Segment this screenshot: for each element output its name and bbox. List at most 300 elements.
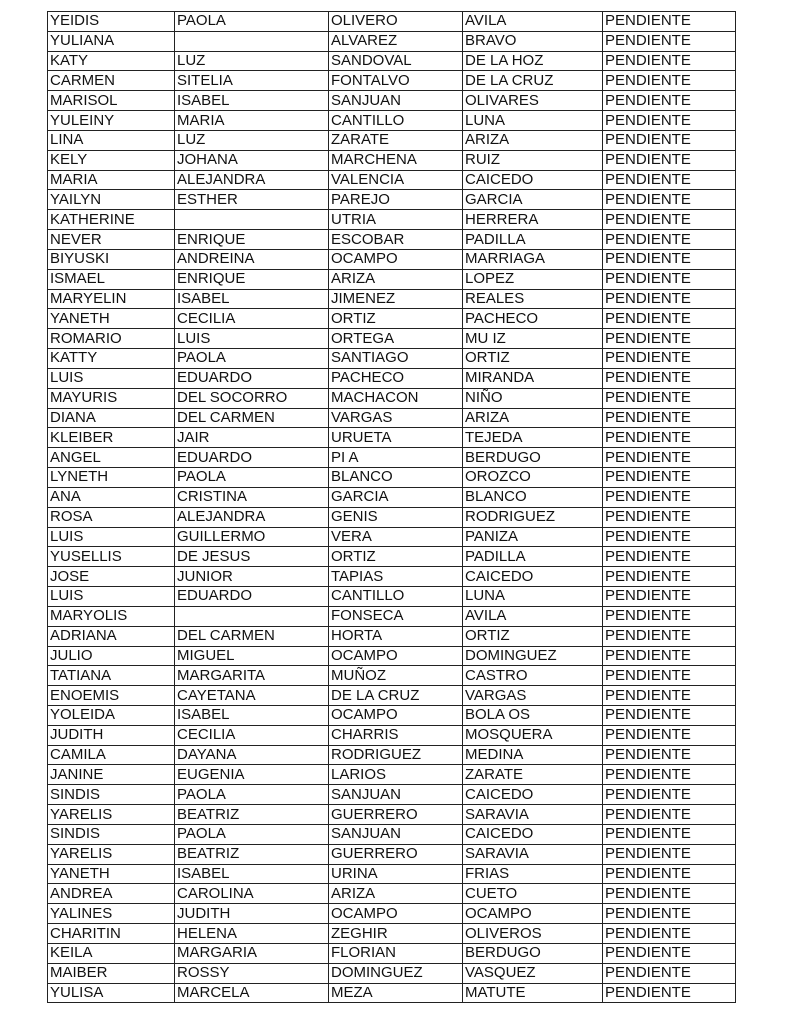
second-surname-cell: REALES	[463, 289, 603, 309]
status-cell: PENDIENTE	[603, 12, 736, 32]
second-surname-cell: PACHECO	[463, 309, 603, 329]
first-name-cell: YEIDIS	[48, 12, 175, 32]
first-surname-cell: MEZA	[329, 983, 463, 1003]
middle-name-cell: BEATRIZ	[175, 805, 329, 825]
second-surname-cell: CASTRO	[463, 666, 603, 686]
table-row	[48, 626, 736, 646]
second-surname-cell: FRIAS	[463, 864, 603, 884]
names-table	[47, 11, 736, 1003]
status-cell: PENDIENTE	[603, 587, 736, 607]
status-cell: PENDIENTE	[603, 309, 736, 329]
first-name-cell: CARMEN	[48, 71, 175, 91]
second-surname-cell: PADILLA	[463, 230, 603, 250]
second-surname-cell: CAICEDO	[463, 824, 603, 844]
table-row	[48, 567, 736, 587]
table-row	[48, 924, 736, 944]
status-cell: PENDIENTE	[603, 646, 736, 666]
middle-name-cell: EDUARDO	[175, 448, 329, 468]
first-surname-cell: SANJUAN	[329, 824, 463, 844]
middle-name-cell: JOHANA	[175, 150, 329, 170]
second-surname-cell: BERDUGO	[463, 448, 603, 468]
table-row	[48, 844, 736, 864]
second-surname-cell: MOSQUERA	[463, 725, 603, 745]
status-cell: PENDIENTE	[603, 91, 736, 111]
second-surname-cell: AVILA	[463, 12, 603, 32]
middle-name-cell: ALEJANDRA	[175, 507, 329, 527]
second-surname-cell: RODRIGUEZ	[463, 507, 603, 527]
second-surname-cell: ARIZA	[463, 130, 603, 150]
second-surname-cell: DE LA CRUZ	[463, 71, 603, 91]
first-surname-cell: JIMENEZ	[329, 289, 463, 309]
middle-name-cell: PAOLA	[175, 824, 329, 844]
status-cell: PENDIENTE	[603, 884, 736, 904]
middle-name-cell	[175, 606, 329, 626]
table-row	[48, 388, 736, 408]
table-row	[48, 666, 736, 686]
middle-name-cell: ISABEL	[175, 864, 329, 884]
table-row	[48, 230, 736, 250]
middle-name-cell: JAIR	[175, 428, 329, 448]
status-cell: PENDIENTE	[603, 388, 736, 408]
middle-name-cell: ENRIQUE	[175, 269, 329, 289]
table-row	[48, 368, 736, 388]
first-surname-cell: OCAMPO	[329, 646, 463, 666]
first-name-cell: LUIS	[48, 527, 175, 547]
table-row	[48, 349, 736, 369]
status-cell: PENDIENTE	[603, 805, 736, 825]
table-row	[48, 408, 736, 428]
first-surname-cell: UTRIA	[329, 210, 463, 230]
middle-name-cell: EUGENIA	[175, 765, 329, 785]
status-cell: PENDIENTE	[603, 904, 736, 924]
first-name-cell: YULEINY	[48, 111, 175, 131]
first-name-cell: JUDITH	[48, 725, 175, 745]
first-surname-cell: VERA	[329, 527, 463, 547]
table-row	[48, 805, 736, 825]
first-surname-cell: MARCHENA	[329, 150, 463, 170]
first-surname-cell: OCAMPO	[329, 705, 463, 725]
table-row	[48, 745, 736, 765]
middle-name-cell: CECILIA	[175, 725, 329, 745]
middle-name-cell: LUIS	[175, 329, 329, 349]
status-cell: PENDIENTE	[603, 428, 736, 448]
first-name-cell: YANETH	[48, 309, 175, 329]
middle-name-cell: MARGARIA	[175, 943, 329, 963]
middle-name-cell: MARGARITA	[175, 666, 329, 686]
table-row	[48, 71, 736, 91]
first-name-cell: YARELIS	[48, 844, 175, 864]
status-cell: PENDIENTE	[603, 527, 736, 547]
status-cell: PENDIENTE	[603, 943, 736, 963]
first-surname-cell: DOMINGUEZ	[329, 963, 463, 983]
table-row	[48, 943, 736, 963]
first-name-cell: ROMARIO	[48, 329, 175, 349]
first-surname-cell: ZEGHIR	[329, 924, 463, 944]
first-surname-cell: GARCIA	[329, 487, 463, 507]
middle-name-cell: PAOLA	[175, 12, 329, 32]
table-row	[48, 864, 736, 884]
first-name-cell: MARYELIN	[48, 289, 175, 309]
first-surname-cell: URUETA	[329, 428, 463, 448]
first-surname-cell: URINA	[329, 864, 463, 884]
middle-name-cell: DE JESUS	[175, 547, 329, 567]
status-cell: PENDIENTE	[603, 567, 736, 587]
first-name-cell: YULIANA	[48, 31, 175, 51]
middle-name-cell: EDUARDO	[175, 587, 329, 607]
status-cell: PENDIENTE	[603, 368, 736, 388]
first-surname-cell: PI A	[329, 448, 463, 468]
first-surname-cell: LARIOS	[329, 765, 463, 785]
middle-name-cell: SITELIA	[175, 71, 329, 91]
middle-name-cell: CRISTINA	[175, 487, 329, 507]
middle-name-cell: DAYANA	[175, 745, 329, 765]
second-surname-cell: PANIZA	[463, 527, 603, 547]
second-surname-cell: MATUTE	[463, 983, 603, 1003]
table-row	[48, 150, 736, 170]
table-row	[48, 646, 736, 666]
middle-name-cell: DEL CARMEN	[175, 626, 329, 646]
table-row	[48, 12, 736, 32]
table-row	[48, 725, 736, 745]
second-surname-cell: ZARATE	[463, 765, 603, 785]
table-row	[48, 249, 736, 269]
middle-name-cell: PAOLA	[175, 468, 329, 488]
first-surname-cell: FONSECA	[329, 606, 463, 626]
first-name-cell: YARELIS	[48, 805, 175, 825]
status-cell: PENDIENTE	[603, 864, 736, 884]
first-name-cell: YALINES	[48, 904, 175, 924]
second-surname-cell: HERRERA	[463, 210, 603, 230]
first-name-cell: KELY	[48, 150, 175, 170]
table-row	[48, 31, 736, 51]
first-name-cell: ADRIANA	[48, 626, 175, 646]
first-name-cell: KATHERINE	[48, 210, 175, 230]
second-surname-cell: BERDUGO	[463, 943, 603, 963]
table-row	[48, 884, 736, 904]
status-cell: PENDIENTE	[603, 765, 736, 785]
first-name-cell: LUIS	[48, 587, 175, 607]
first-name-cell: MAYURIS	[48, 388, 175, 408]
status-cell: PENDIENTE	[603, 230, 736, 250]
second-surname-cell: LUNA	[463, 111, 603, 131]
second-surname-cell: LUNA	[463, 587, 603, 607]
first-surname-cell: SANJUAN	[329, 91, 463, 111]
status-cell: PENDIENTE	[603, 626, 736, 646]
first-name-cell: KATTY	[48, 349, 175, 369]
table-row	[48, 904, 736, 924]
middle-name-cell: CAYETANA	[175, 686, 329, 706]
middle-name-cell: JUNIOR	[175, 567, 329, 587]
first-surname-cell: VARGAS	[329, 408, 463, 428]
status-cell: PENDIENTE	[603, 963, 736, 983]
second-surname-cell: OROZCO	[463, 468, 603, 488]
second-surname-cell: AVILA	[463, 606, 603, 626]
table-row	[48, 963, 736, 983]
table-row	[48, 428, 736, 448]
first-name-cell: ENOEMIS	[48, 686, 175, 706]
second-surname-cell: BLANCO	[463, 487, 603, 507]
status-cell: PENDIENTE	[603, 448, 736, 468]
first-surname-cell: ZARATE	[329, 130, 463, 150]
first-surname-cell: TAPIAS	[329, 567, 463, 587]
second-surname-cell: GARCIA	[463, 190, 603, 210]
table-row	[48, 91, 736, 111]
first-surname-cell: OLIVERO	[329, 12, 463, 32]
first-surname-cell: FONTALVO	[329, 71, 463, 91]
table-row	[48, 606, 736, 626]
first-name-cell: KLEIBER	[48, 428, 175, 448]
first-name-cell: YAILYN	[48, 190, 175, 210]
second-surname-cell: BOLA OS	[463, 705, 603, 725]
middle-name-cell	[175, 31, 329, 51]
first-name-cell: KATY	[48, 51, 175, 71]
middle-name-cell: ALEJANDRA	[175, 170, 329, 190]
table-row	[48, 765, 736, 785]
table-row	[48, 468, 736, 488]
middle-name-cell: PAOLA	[175, 785, 329, 805]
first-surname-cell: FLORIAN	[329, 943, 463, 963]
second-surname-cell: CUETO	[463, 884, 603, 904]
first-name-cell: ROSA	[48, 507, 175, 527]
first-surname-cell: GUERRERO	[329, 805, 463, 825]
table-row	[48, 289, 736, 309]
middle-name-cell: MARCELA	[175, 983, 329, 1003]
table-row	[48, 269, 736, 289]
status-cell: PENDIENTE	[603, 785, 736, 805]
first-name-cell: YULISA	[48, 983, 175, 1003]
table-row	[48, 487, 736, 507]
status-cell: PENDIENTE	[603, 51, 736, 71]
status-cell: PENDIENTE	[603, 983, 736, 1003]
first-surname-cell: CANTILLO	[329, 111, 463, 131]
table-row	[48, 527, 736, 547]
middle-name-cell: GUILLERMO	[175, 527, 329, 547]
status-cell: PENDIENTE	[603, 725, 736, 745]
first-surname-cell: ORTIZ	[329, 309, 463, 329]
middle-name-cell: CECILIA	[175, 309, 329, 329]
status-cell: PENDIENTE	[603, 31, 736, 51]
second-surname-cell: RUIZ	[463, 150, 603, 170]
table-row	[48, 686, 736, 706]
status-cell: PENDIENTE	[603, 507, 736, 527]
middle-name-cell: ROSSY	[175, 963, 329, 983]
status-cell: PENDIENTE	[603, 349, 736, 369]
first-surname-cell: PAREJO	[329, 190, 463, 210]
first-name-cell: ISMAEL	[48, 269, 175, 289]
first-name-cell: YUSELLIS	[48, 547, 175, 567]
first-surname-cell: SANTIAGO	[329, 349, 463, 369]
table-row	[48, 329, 736, 349]
first-name-cell: JULIO	[48, 646, 175, 666]
status-cell: PENDIENTE	[603, 924, 736, 944]
middle-name-cell: MIGUEL	[175, 646, 329, 666]
middle-name-cell: LUZ	[175, 51, 329, 71]
first-surname-cell: MACHACON	[329, 388, 463, 408]
status-cell: PENDIENTE	[603, 844, 736, 864]
table-row	[48, 130, 736, 150]
first-surname-cell: RODRIGUEZ	[329, 745, 463, 765]
second-surname-cell: ORTIZ	[463, 349, 603, 369]
first-surname-cell: ORTIZ	[329, 547, 463, 567]
second-surname-cell: SARAVIA	[463, 844, 603, 864]
second-surname-cell: CAICEDO	[463, 170, 603, 190]
first-name-cell: LYNETH	[48, 468, 175, 488]
table-row	[48, 507, 736, 527]
status-cell: PENDIENTE	[603, 210, 736, 230]
first-name-cell: MARISOL	[48, 91, 175, 111]
first-surname-cell: ORTEGA	[329, 329, 463, 349]
table-row	[48, 983, 736, 1003]
first-name-cell: JOSE	[48, 567, 175, 587]
second-surname-cell: MEDINA	[463, 745, 603, 765]
status-cell: PENDIENTE	[603, 408, 736, 428]
first-surname-cell: VALENCIA	[329, 170, 463, 190]
first-name-cell: ANGEL	[48, 448, 175, 468]
first-surname-cell: SANDOVAL	[329, 51, 463, 71]
first-surname-cell: ESCOBAR	[329, 230, 463, 250]
table-row	[48, 210, 736, 230]
status-cell: PENDIENTE	[603, 130, 736, 150]
middle-name-cell: CAROLINA	[175, 884, 329, 904]
first-surname-cell: HORTA	[329, 626, 463, 646]
status-cell: PENDIENTE	[603, 190, 736, 210]
second-surname-cell: OCAMPO	[463, 904, 603, 924]
table-row	[48, 785, 736, 805]
first-name-cell: YOLEIDA	[48, 705, 175, 725]
middle-name-cell	[175, 210, 329, 230]
first-surname-cell: ALVAREZ	[329, 31, 463, 51]
status-cell: PENDIENTE	[603, 329, 736, 349]
second-surname-cell: ORTIZ	[463, 626, 603, 646]
status-cell: PENDIENTE	[603, 150, 736, 170]
middle-name-cell: ISABEL	[175, 705, 329, 725]
first-surname-cell: OCAMPO	[329, 904, 463, 924]
first-surname-cell: OCAMPO	[329, 249, 463, 269]
first-surname-cell: GUERRERO	[329, 844, 463, 864]
second-surname-cell: NIÑO	[463, 388, 603, 408]
second-surname-cell: SARAVIA	[463, 805, 603, 825]
second-surname-cell: MARRIAGA	[463, 249, 603, 269]
second-surname-cell: DE LA HOZ	[463, 51, 603, 71]
second-surname-cell: CAICEDO	[463, 785, 603, 805]
table-row	[48, 111, 736, 131]
middle-name-cell: BEATRIZ	[175, 844, 329, 864]
first-name-cell: SINDIS	[48, 824, 175, 844]
table-row	[48, 170, 736, 190]
table-row	[48, 705, 736, 725]
first-name-cell: MARIA	[48, 170, 175, 190]
first-surname-cell: SANJUAN	[329, 785, 463, 805]
first-surname-cell: DE LA CRUZ	[329, 686, 463, 706]
first-surname-cell: GENIS	[329, 507, 463, 527]
first-name-cell: NEVER	[48, 230, 175, 250]
status-cell: PENDIENTE	[603, 705, 736, 725]
second-surname-cell: CAICEDO	[463, 567, 603, 587]
first-name-cell: LINA	[48, 130, 175, 150]
second-surname-cell: VASQUEZ	[463, 963, 603, 983]
first-name-cell: ANA	[48, 487, 175, 507]
middle-name-cell: ESTHER	[175, 190, 329, 210]
second-surname-cell: MU IZ	[463, 329, 603, 349]
first-name-cell: TATIANA	[48, 666, 175, 686]
first-name-cell: KEILA	[48, 943, 175, 963]
table-row	[48, 309, 736, 329]
middle-name-cell: MARIA	[175, 111, 329, 131]
second-surname-cell: TEJEDA	[463, 428, 603, 448]
first-name-cell: MAIBER	[48, 963, 175, 983]
second-surname-cell: PADILLA	[463, 547, 603, 567]
middle-name-cell: ENRIQUE	[175, 230, 329, 250]
first-name-cell: BIYUSKI	[48, 249, 175, 269]
middle-name-cell: DEL SOCORRO	[175, 388, 329, 408]
status-cell: PENDIENTE	[603, 745, 736, 765]
second-surname-cell: ARIZA	[463, 408, 603, 428]
table-body	[48, 12, 736, 1003]
first-name-cell: YANETH	[48, 864, 175, 884]
status-cell: PENDIENTE	[603, 547, 736, 567]
table-row	[48, 587, 736, 607]
first-surname-cell: ARIZA	[329, 884, 463, 904]
first-name-cell: MARYOLIS	[48, 606, 175, 626]
second-surname-cell: VARGAS	[463, 686, 603, 706]
middle-name-cell: LUZ	[175, 130, 329, 150]
first-name-cell: CHARITIN	[48, 924, 175, 944]
status-cell: PENDIENTE	[603, 111, 736, 131]
status-cell: PENDIENTE	[603, 468, 736, 488]
second-surname-cell: DOMINGUEZ	[463, 646, 603, 666]
status-cell: PENDIENTE	[603, 686, 736, 706]
middle-name-cell: ISABEL	[175, 91, 329, 111]
middle-name-cell: JUDITH	[175, 904, 329, 924]
first-surname-cell: MUÑOZ	[329, 666, 463, 686]
middle-name-cell: ISABEL	[175, 289, 329, 309]
table-row	[48, 448, 736, 468]
status-cell: PENDIENTE	[603, 249, 736, 269]
first-name-cell: ANDREA	[48, 884, 175, 904]
middle-name-cell: EDUARDO	[175, 368, 329, 388]
status-cell: PENDIENTE	[603, 170, 736, 190]
middle-name-cell: PAOLA	[175, 349, 329, 369]
status-cell: PENDIENTE	[603, 824, 736, 844]
table-row	[48, 190, 736, 210]
middle-name-cell: DEL CARMEN	[175, 408, 329, 428]
status-cell: PENDIENTE	[603, 606, 736, 626]
table-row	[48, 547, 736, 567]
second-surname-cell: BRAVO	[463, 31, 603, 51]
table-row	[48, 51, 736, 71]
first-surname-cell: BLANCO	[329, 468, 463, 488]
first-name-cell: LUIS	[48, 368, 175, 388]
first-surname-cell: ARIZA	[329, 269, 463, 289]
status-cell: PENDIENTE	[603, 269, 736, 289]
second-surname-cell: LOPEZ	[463, 269, 603, 289]
status-cell: PENDIENTE	[603, 71, 736, 91]
first-name-cell: DIANA	[48, 408, 175, 428]
first-name-cell: SINDIS	[48, 785, 175, 805]
table-row	[48, 824, 736, 844]
middle-name-cell: HELENA	[175, 924, 329, 944]
first-surname-cell: CHARRIS	[329, 725, 463, 745]
status-cell: PENDIENTE	[603, 289, 736, 309]
middle-name-cell: ANDREINA	[175, 249, 329, 269]
first-surname-cell: PACHECO	[329, 368, 463, 388]
second-surname-cell: OLIVEROS	[463, 924, 603, 944]
first-surname-cell: CANTILLO	[329, 587, 463, 607]
second-surname-cell: MIRANDA	[463, 368, 603, 388]
first-name-cell: CAMILA	[48, 745, 175, 765]
status-cell: PENDIENTE	[603, 666, 736, 686]
second-surname-cell: OLIVARES	[463, 91, 603, 111]
